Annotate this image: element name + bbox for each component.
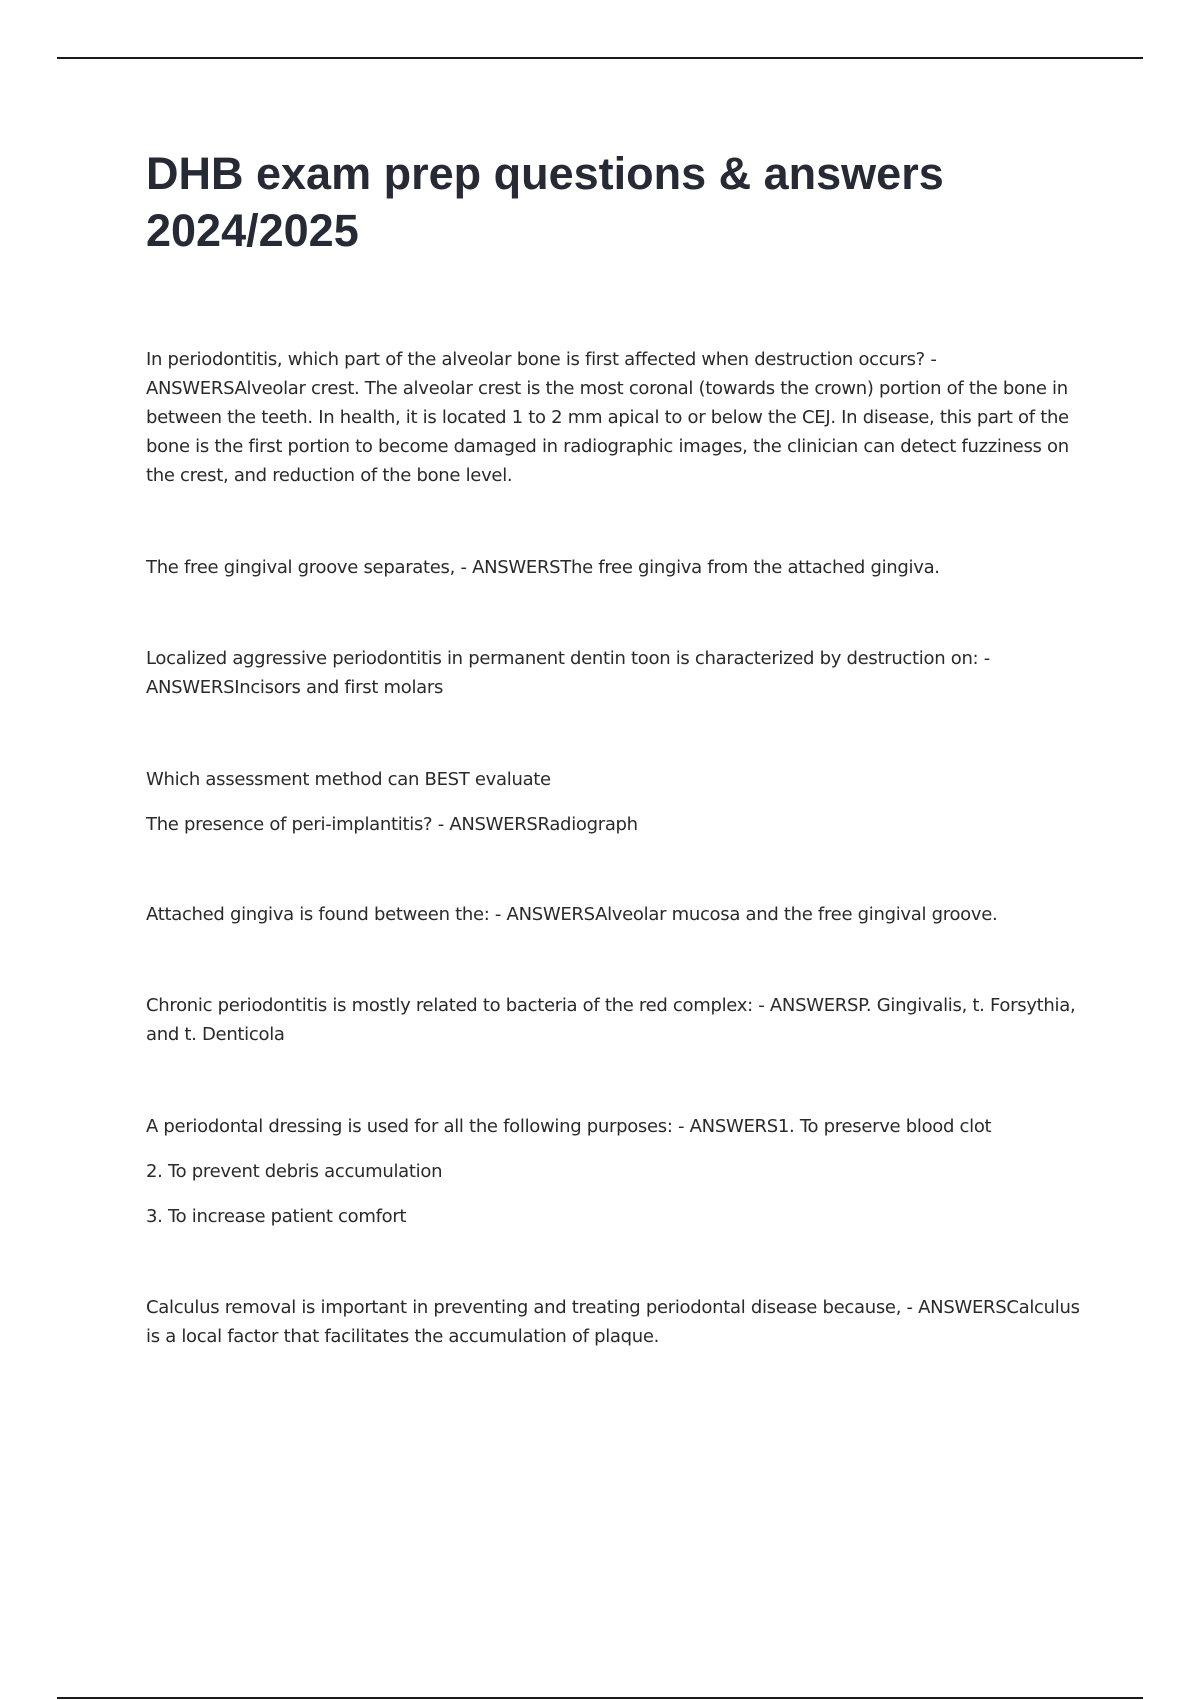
bottom-divider — [57, 1697, 1143, 1699]
qa-entry-3 — [146, 644, 1086, 702]
qa-text: 2. To prevent debris accumulation — [146, 1161, 443, 1182]
qa-text: The free gingival groove separates, - ANSWERSThe free gingiva from the attached gingiva. — [146, 557, 940, 578]
qa-text: Localized aggressive periodontitis in permanent dentin toon is characterized by destruction on: - ANSWERSIncisors and first molars — [146, 648, 990, 698]
qa-entry-4 — [146, 765, 1086, 839]
qa-text: Chronic periodontitis is mostly related to bacteria of the red complex: - ANSWERSP. Gingivalis, t. Forsythia, and t. Denticola — [146, 995, 1076, 1045]
qa-entry-8 — [146, 1293, 1086, 1351]
qa-text: In periodontitis, which part of the alveolar bone is first affected when destruction occurs? - ANSWERSAlveolar crest. The alveolar crest is the most coronal (towards the crown) portion of the bone in between the teeth. In health, it is located 1 to 2 mm apical to or below the CEJ. In disease, this part of the bone is the first portion to become damaged in radiographic images, the clinician can detect fuzziness on the crest, and reduction of the bone level. — [146, 349, 1069, 486]
qa-text: 3. To increase patient comfort — [146, 1206, 407, 1227]
qa-entry-6 — [146, 991, 1086, 1049]
qa-entry-7 — [146, 1112, 1086, 1231]
qa-entry-2 — [146, 553, 1086, 582]
qa-entry-1 — [146, 345, 1086, 490]
qa-text: A periodontal dressing is used for all the following purposes: - ANSWERS1. To preserve blood clot — [146, 1116, 992, 1137]
qa-entry-5 — [146, 900, 1086, 929]
top-divider — [57, 57, 1143, 59]
qa-text: Calculus removal is important in preventing and treating periodontal disease because, - ANSWERSCalculus is a local factor that facilitates the accumulation of plaque. — [146, 1297, 1080, 1347]
document-title: DHB exam prep questions & answers 2024/2025 — [146, 148, 944, 256]
qa-text: Attached gingiva is found between the: - ANSWERSAlveolar mucosa and the free gingival groove. — [146, 904, 998, 925]
qa-text: Which assessment method can BEST evaluate — [146, 769, 551, 790]
qa-text: The presence of peri-implantitis? - ANSWERSRadiograph — [146, 814, 638, 835]
